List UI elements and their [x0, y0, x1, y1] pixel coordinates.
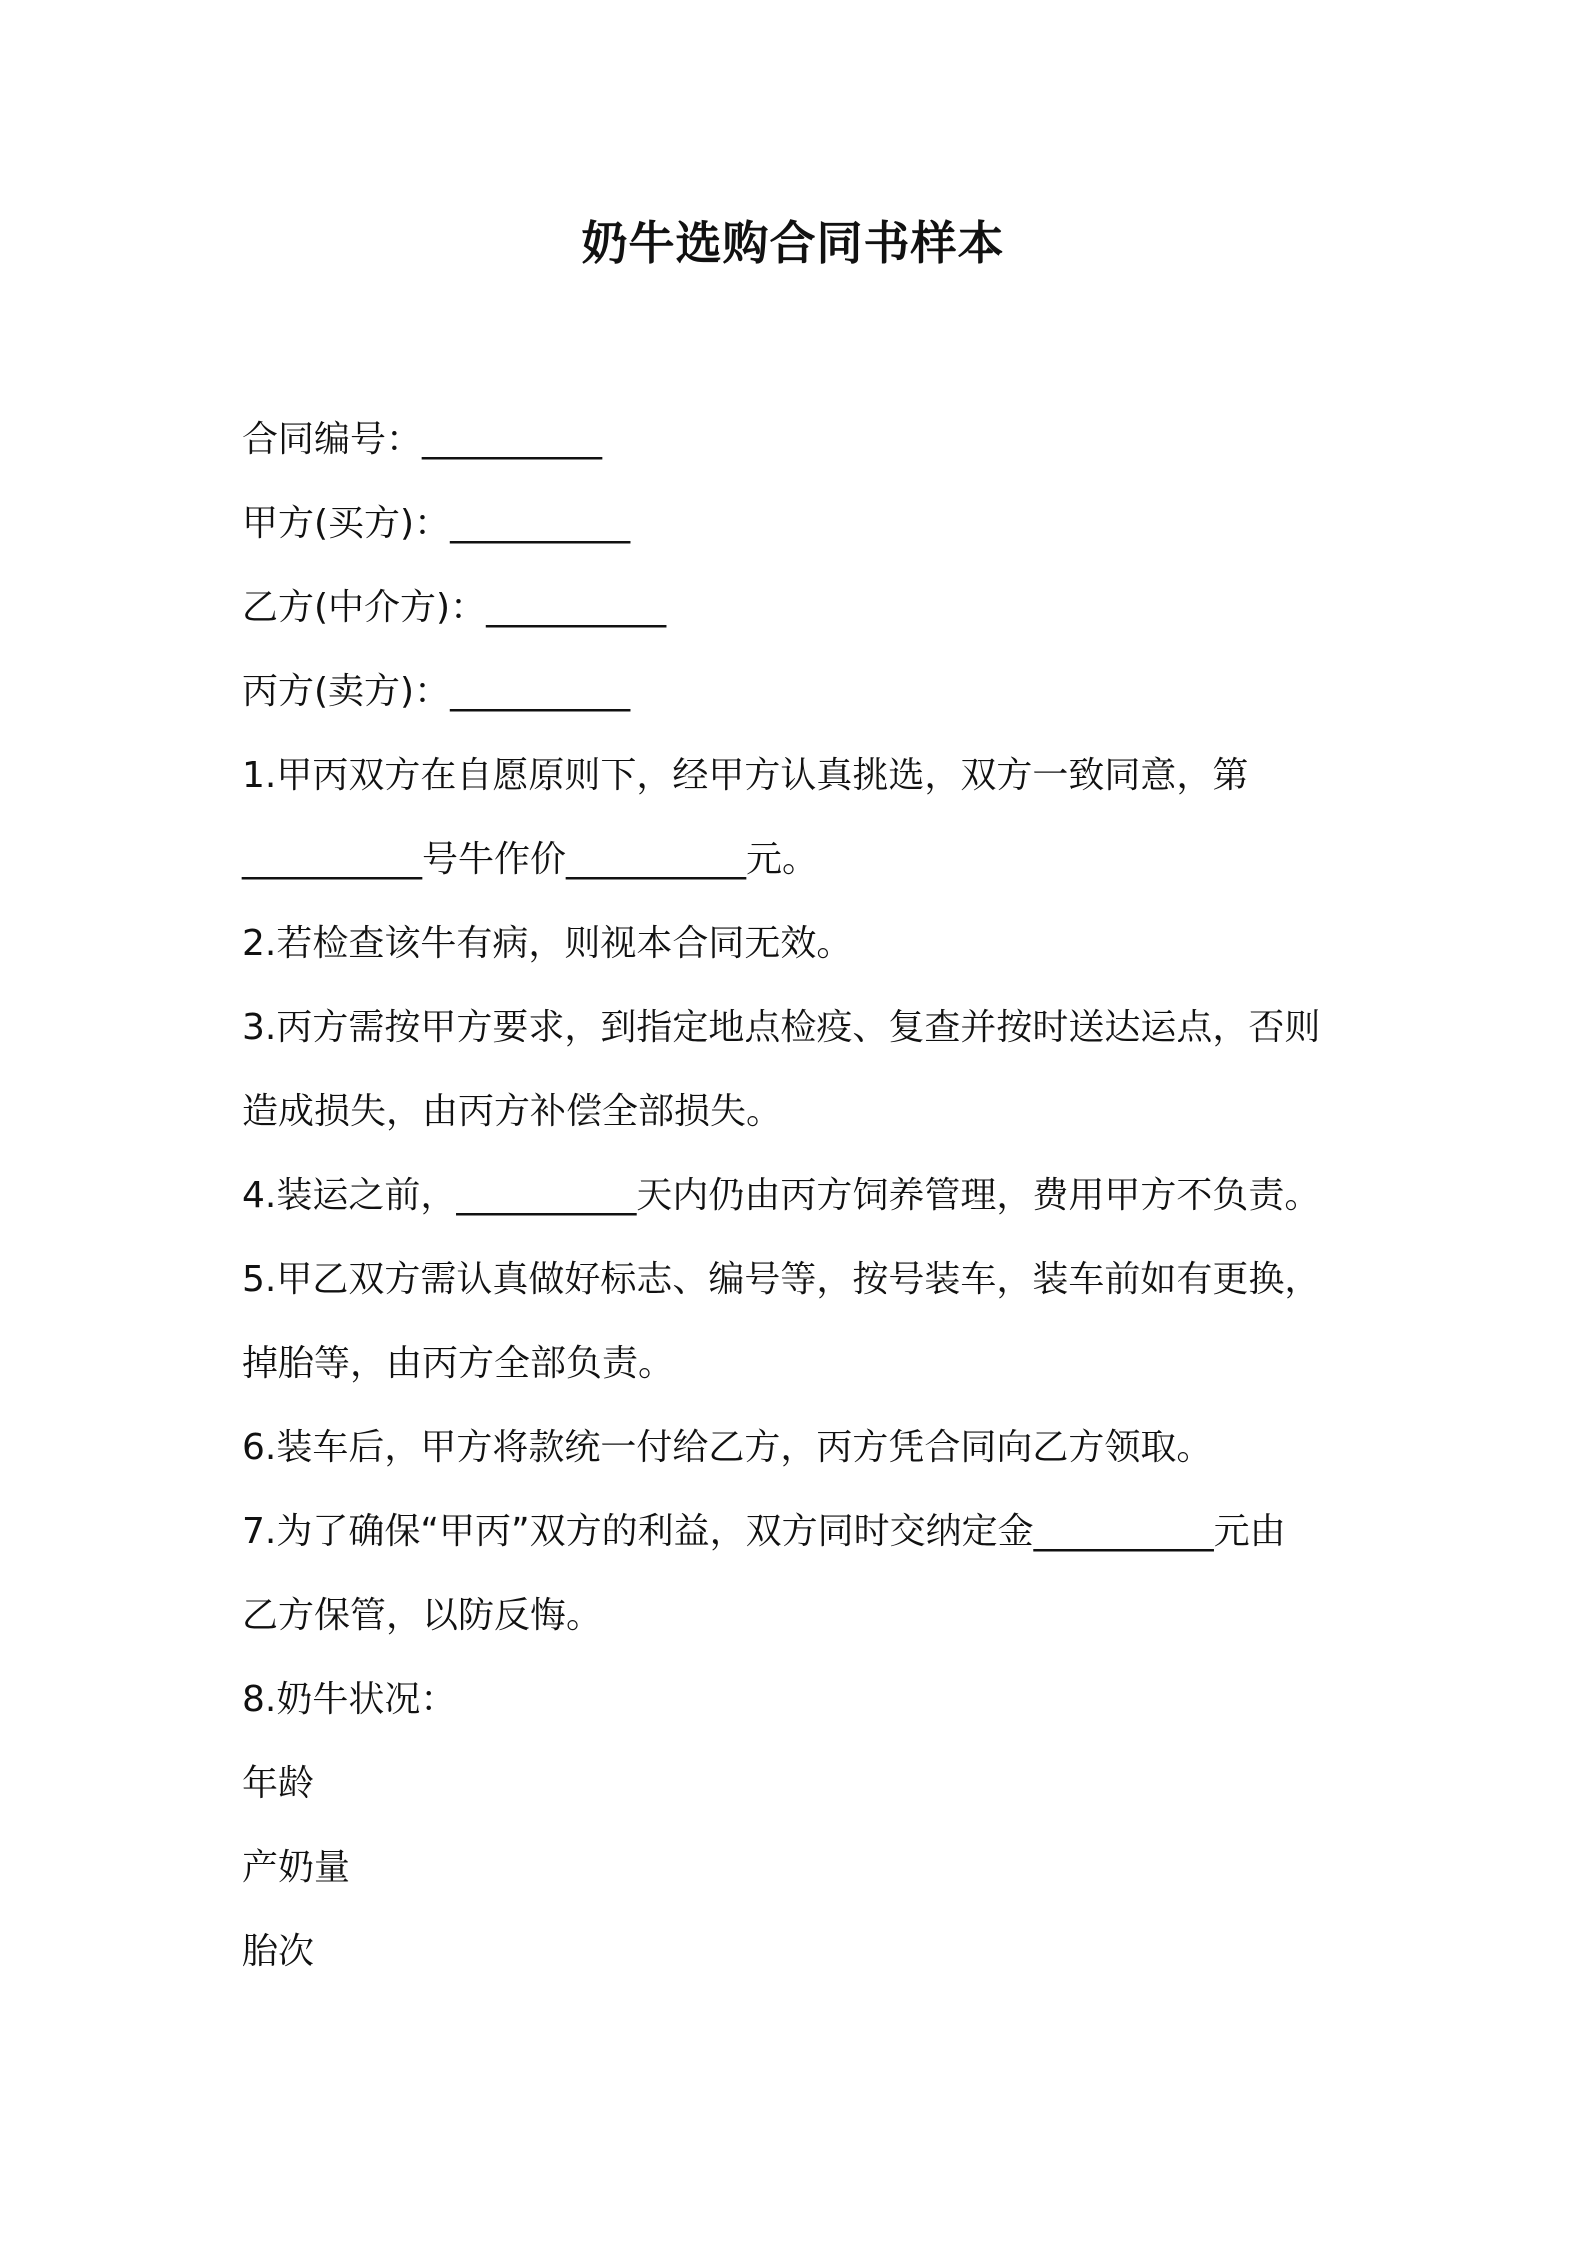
clause-1-line-1: 1.甲丙双方在自愿原则下，经甲方认真挑选，双方一致同意，第 [242, 755, 1249, 796]
clause-8-line: 8.奶牛状况： [242, 1679, 457, 1720]
clause-7-line-2: 乙方保管，以防反悔。 [242, 1595, 603, 1636]
party-b-line: 乙方(中介方)：__________ [242, 587, 667, 628]
cow-milk-yield-line: 产奶量 [242, 1847, 351, 1888]
party-c-line: 丙方(卖方)：__________ [242, 671, 631, 712]
cow-age-line: 年龄 [242, 1763, 315, 1804]
clause-3-line-1: 3.丙方需按甲方要求，到指定地点检疫、复查并按时送达运点，否则 [242, 1007, 1321, 1048]
clause-4-line: 4.装运之前，__________天内仍由丙方饲养管理，费用甲方不负责。 [242, 1175, 1321, 1216]
clause-7-line-1: 7.为了确保“甲丙”双方的利益，双方同时交纳定金__________元由 [242, 1511, 1286, 1552]
clause-5-line-1: 5.甲乙双方需认真做好标志、编号等，按号装车，装车前如有更换， [242, 1259, 1321, 1300]
cow-parity-line: 胎次 [242, 1931, 315, 1972]
clause-3-line-2: 造成损失，由丙方补偿全部损失。 [242, 1091, 783, 1132]
clause-5-line-2: 掉胎等，由丙方全部负责。 [242, 1343, 675, 1384]
document-title: 奶牛选购合同书样本 [581, 216, 1005, 270]
contract-number-line: 合同编号：__________ [242, 419, 603, 460]
party-a-line: 甲方(买方)：__________ [242, 503, 631, 544]
clause-2-line: 2.若检查该牛有病，则视本合同无效。 [242, 923, 853, 964]
clause-6-line: 6.装车后，甲方将款统一付给乙方，丙方凭合同向乙方领取。 [242, 1427, 1213, 1468]
clause-1-line-2: __________号牛作价__________元。 [242, 839, 819, 880]
